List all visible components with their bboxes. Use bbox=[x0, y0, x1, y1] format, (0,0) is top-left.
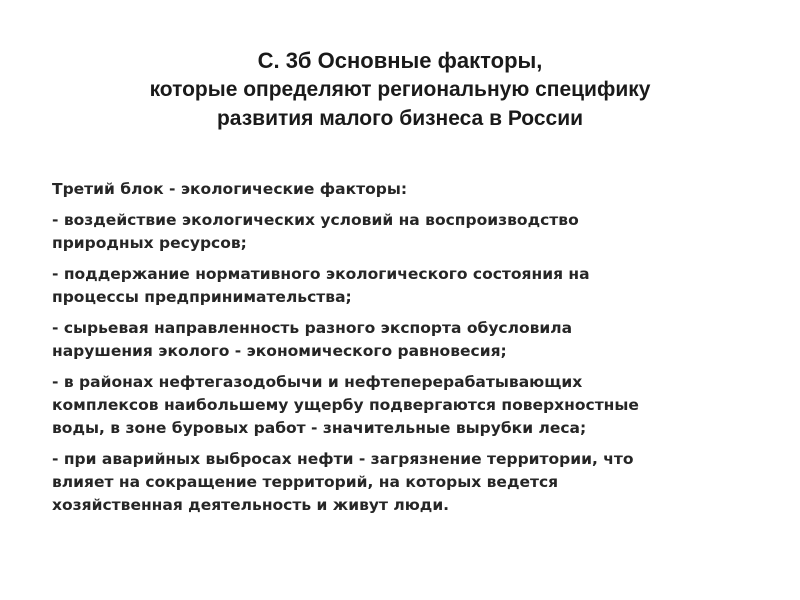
body-line: комплексов наибольшему ущербу подвергаются поверхностные bbox=[52, 396, 639, 414]
body-line: - при аварийных выбросах нефти - загрязнение территории, что bbox=[52, 450, 634, 468]
body-paragraph-intro bbox=[52, 178, 752, 201]
body-line: нарушения эколого - экономического равновесия; bbox=[52, 342, 507, 360]
body-line: природных ресурсов; bbox=[52, 234, 247, 252]
body-line: - поддержание нормативного экологического состояния на bbox=[52, 265, 590, 283]
slide-body bbox=[52, 178, 752, 525]
body-paragraph bbox=[52, 371, 752, 440]
body-line: - воздействие экологических условий на воспроизводство bbox=[52, 211, 579, 229]
body-line: воды, в зоне буровых работ - значительные вырубки леса; bbox=[52, 419, 587, 437]
title-line: развития малого бизнеса в России bbox=[216, 107, 584, 130]
title-line: С. 3б Основные факторы, bbox=[257, 48, 543, 73]
body-line: - сырьевая направленность разного экспорта обусловила bbox=[52, 319, 573, 337]
body-line: Третий блок - экологические факторы: bbox=[52, 180, 408, 198]
body-line: хозяйственная деятельность и живут люди. bbox=[52, 496, 450, 514]
slide-title bbox=[60, 46, 740, 133]
title-line: которые определяют региональную специфику bbox=[149, 78, 651, 101]
body-paragraph bbox=[52, 209, 752, 255]
body-paragraph bbox=[52, 448, 752, 517]
body-paragraph bbox=[52, 263, 752, 309]
body-line: процессы предпринимательства; bbox=[52, 288, 352, 306]
body-line: - в районах нефтегазодобычи и нефтеперерабатывающих bbox=[52, 373, 583, 391]
body-line: влияет на сокращение территорий, на которых ведется bbox=[52, 473, 559, 491]
body-paragraph bbox=[52, 317, 752, 363]
